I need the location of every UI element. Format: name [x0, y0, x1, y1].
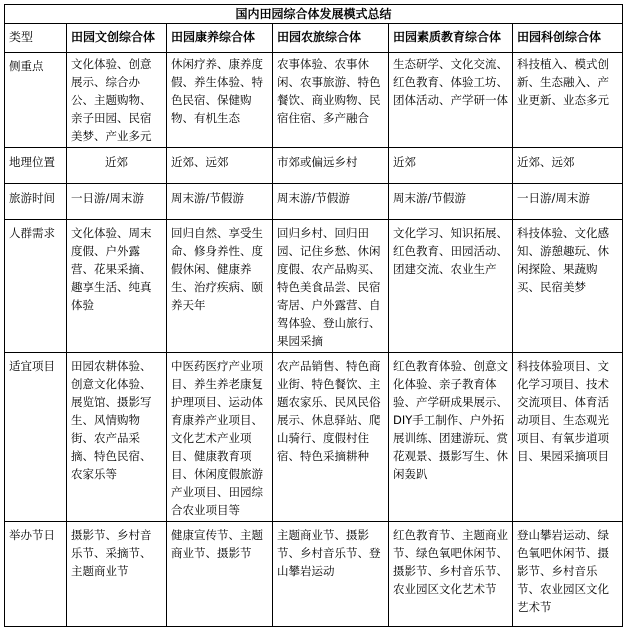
- table-row: [5, 148, 623, 184]
- table-cell: 回归自然、享受生命、修身养性、度假休闲、健康养生、治疗疾病、颐养天年: [167, 220, 273, 353]
- table-cell: 生态研学、文化交流、红色教育、体验工坊、团体活动、产学研一体: [389, 53, 513, 148]
- summary-table: [4, 4, 623, 627]
- row-label-focus: 侧重点: [5, 53, 67, 148]
- table-cell: 科技植入、模式创新、生态融入、产业更新、业态多元: [513, 53, 623, 148]
- table-cell: 周末游/节假游: [167, 184, 273, 220]
- table-row: [5, 353, 623, 522]
- table-cell: 科技体验项目、文化学习项目、技术交流项目、体育活动项目、生态观光项目、有氧步道项目、果园采摘项目: [513, 353, 623, 522]
- table-cell: 文化体验、创意展示、综合办公、主题购物、亲子田园、民宿美梦、产业多元: [67, 53, 167, 148]
- table-row: [5, 220, 623, 353]
- table-cell: 红色教育节、主题商业节、绿色氧吧休闲节、摄影节、乡村音乐节、农业园区文化艺术节: [389, 522, 513, 627]
- table-cell: 主题商业节、摄影节、乡村音乐节、登山攀岩运动: [273, 522, 389, 627]
- table-cell: 摄影节、乡村音乐节、采摘节、主题商业节: [67, 522, 167, 627]
- table-cell: 市郊或偏远乡村: [273, 148, 389, 184]
- table-cell: 回归乡村、回归田园、记住乡愁、休闲度假、农产品购买、特色美食品尝、民宿寄居、户外露营、自驾体验、登山旅行、果园采摘: [273, 220, 389, 353]
- table-cell: 一日游/周末游: [513, 184, 623, 220]
- table-cell: 田园农耕体验、创意文化体验、展览馆、摄影写生、风情购物街、农产品采摘、特色民宿、农家乐等: [67, 353, 167, 522]
- title-row: [5, 5, 623, 24]
- row-label-demand: 人群需求: [5, 220, 67, 353]
- table-row: [5, 53, 623, 148]
- table-cell: 文化学习、知识拓展、红色教育、田园活动、团建交流、农业生产: [389, 220, 513, 353]
- row-label-location: 地理位置: [5, 148, 67, 184]
- table-cell: 近郊: [389, 148, 513, 184]
- table-cell: 近郊、远郊: [513, 148, 623, 184]
- table-cell: 农产品销售、特色商业街、特色餐饮、主题农家乐、民风民俗展示、休息驿站、爬山骑行、度假村住宿、特色采摘耕种: [273, 353, 389, 522]
- header-col-4: 田园素质教育综合体: [389, 24, 513, 53]
- table-cell: 红色教育体验、创意文化体验、亲子教育体验、产学研成果展示、DIY手工制作、户外拓展训练、团建游玩、赏花观景、摄影写生、休闲轰趴: [389, 353, 513, 522]
- table-cell: 中医药医疗产业项目、养生养老康复护理项目、运动体育康养产业项目、文化艺术产业项目、健康教育项目、休闲度假旅游产业项目、田园综合农业项目等: [167, 353, 273, 522]
- table-cell: 健康宣传节、主题商业节、摄影节: [167, 522, 273, 627]
- table-cell: 近郊、远郊: [167, 148, 273, 184]
- table-row: [5, 522, 623, 627]
- header-col-3: 田园农旅综合体: [273, 24, 389, 53]
- row-label-projects: 适宜项目: [5, 353, 67, 522]
- header-col-5: 田园科创综合体: [513, 24, 623, 53]
- row-label-festivals: 举办节日: [5, 522, 67, 627]
- header-label: 类型: [5, 24, 67, 53]
- table-title: 国内田园综合体发展模式总结: [5, 5, 623, 24]
- table-cell: 登山攀岩运动、绿色氧吧休闲节、摄影节、乡村音乐节、农业园区文化艺术节: [513, 522, 623, 627]
- table-row: [5, 184, 623, 220]
- table-cell: 农事体验、农事休闲、农事旅游、特色餐饮、商业购物、民宿住宿、多产融合: [273, 53, 389, 148]
- header-col-1: 田园文创综合体: [67, 24, 167, 53]
- header-col-2: 田园康养综合体: [167, 24, 273, 53]
- table-cell: 休闲疗养、康养度假、养生体验、特色民宿、保健购物、有机生态: [167, 53, 273, 148]
- row-label-travel-time: 旅游时间: [5, 184, 67, 220]
- table-cell: 文化体验、周末度假、户外露营、花果采摘、趣享生活、纯真体验: [67, 220, 167, 353]
- table-cell: 周末游/节假游: [389, 184, 513, 220]
- table-cell: 周末游/节假游: [273, 184, 389, 220]
- table-cell: 一日游/周末游: [67, 184, 167, 220]
- table-cell: 近郊: [67, 148, 167, 184]
- table-cell: 科技体验、文化感知、游憩趣玩、休闲探险、果蔬购买、民宿美梦: [513, 220, 623, 353]
- header-row: [5, 24, 623, 53]
